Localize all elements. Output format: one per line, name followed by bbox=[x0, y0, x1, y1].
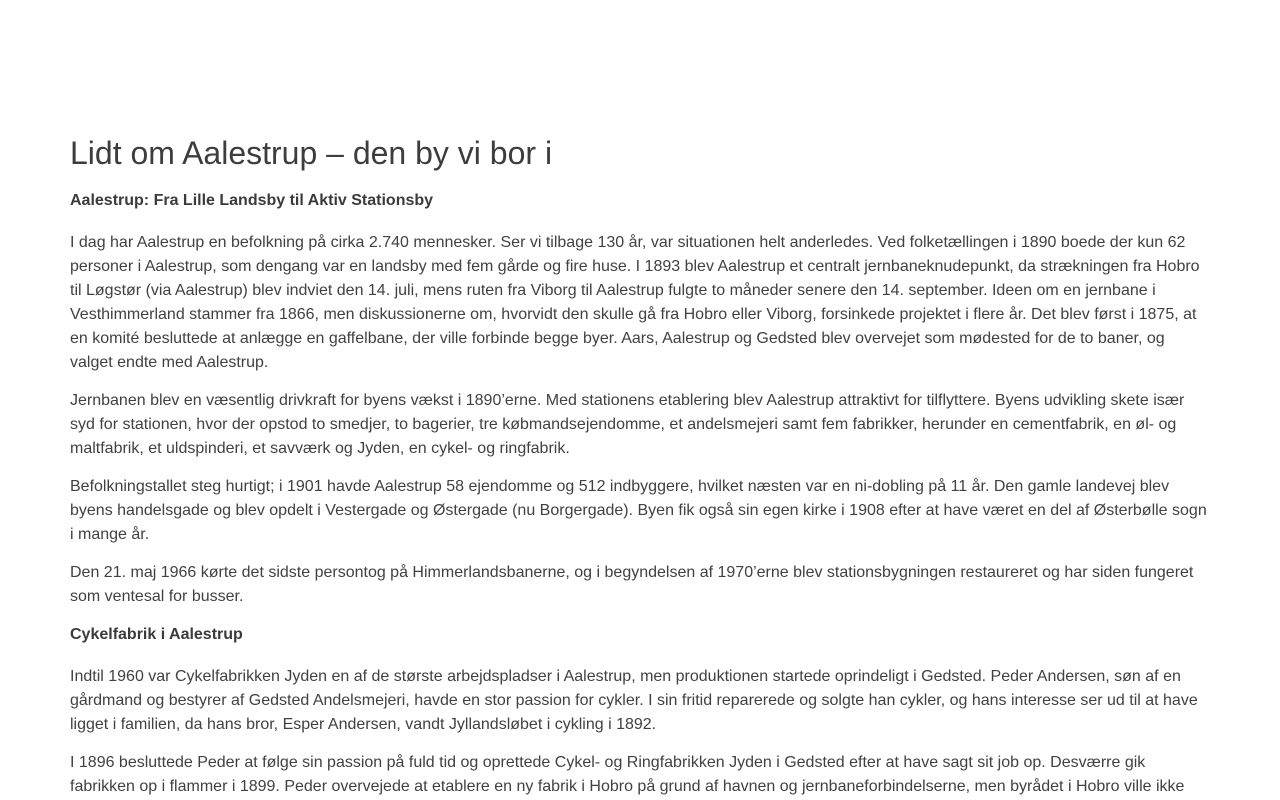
section-heading-cykelfabrik: Cykelfabrik i Aalestrup bbox=[70, 626, 243, 643]
paragraph-jyden-origin: Indtil 1960 var Cykelfabrikken Jyden en af de største arbejdspladser i Aalestrup, men produktionen startede oprindeligt i Gedsted. Peder Andersen, søn af en gårdmand og bestyrer af Gedsted Andelsmejeri, havde en stor passion for cykler. I sin fritid reparerede og solgte han cykler, og hans interesse ser ud til at have ligget i familien, da hans bror, Esper Andersen, vandt Jyllandsløbet i cykling i 1892. bbox=[70, 668, 1198, 733]
paragraph-population-rise: Befolkningstallet steg hurtigt; i 1901 havde Aalestrup 58 ejendomme og 512 indbyggere, hvilket næsten var en ni-dobling på 11 år. Den gamle landevej blev byens handelsgade og blev opdelt i Vestergade og Østergade (nu Borgergade). Byen fik også sin egen kirke i 1908 efter at have været en del af Østerbølle sogn i mange år. bbox=[70, 478, 1207, 543]
paragraph-peder-factory: I 1896 besluttede Peder at følge sin passion på fuld tid og oprettede Cykel- og Ringfabrikken Jyden i Gedsted efter at have sagt sit job op. Desværre gik fabrikken op i flammer i 1899. Peder overvejede at etablere en ny fabrik i Hobro på grund af havnen og jernbaneforbindelserne, men byrådet i Hobro ville ikke bbox=[70, 754, 1185, 795]
paragraph-railway-growth: Jernbanen blev en væsentlig drivkraft for byens vækst i 1890’erne. Med stationens etablering blev Aalestrup attraktivt for tilflyttere. Byens udvikling skete især syd for stationen, hvor der opstod to smedjer, to bagerier, tre købmandsejendomme, et andelsmejeri samt fem fabrikker, herunder en cementfabrik, en øl- og maltfabrik, et uldspinderi, et savværk og Jyden, en cykel- og ringfabrik. bbox=[70, 392, 1185, 457]
page-title: Lidt om Aalestrup – den by vi bor i bbox=[70, 135, 553, 171]
section-heading-stationsby: Aalestrup: Fra Lille Landsby til Aktiv Stationsby bbox=[70, 192, 434, 209]
paragraph-last-train: Den 21. maj 1966 kørte det sidste persontog på Himmerlandsbanerne, og i begyndelsen af 1970’erne blev stationsbygningen restaureret og har siden fungeret som ventesal for busser. bbox=[70, 564, 1194, 605]
paragraph-population-history: I dag har Aalestrup en befolkning på cirka 2.740 mennesker. Ser vi tilbage 130 år, var situationen helt anderledes. Ved folketællingen i 1890 boede der kun 62 personer i Aalestrup, som dengang var en landsby med fem gårde og fire huse. I 1893 blev Aalestrup et centralt jernbaneknudepunkt, da strækningen fra Hobro til Løgstør (via Aalestrup) blev indviet den 14. juli, mens ruten fra Viborg til Aalestrup fulgte to måneder senere den 14. september. Ideen om en jernbane i Vesthimmerland stammer fra 1866, men diskussionerne om, hvorvidt den skulle gå fra Hobro eller Viborg, forsinkede projektet i flere år. Det blev først i 1875, at en komité besluttede at anlægge en gaffelbane, der ville forbinde begge byer. Aars, Aalestrup og Gedsted blev overvejet som mødested for de to baner, og valget endte med Aalestrup. bbox=[70, 234, 1200, 371]
